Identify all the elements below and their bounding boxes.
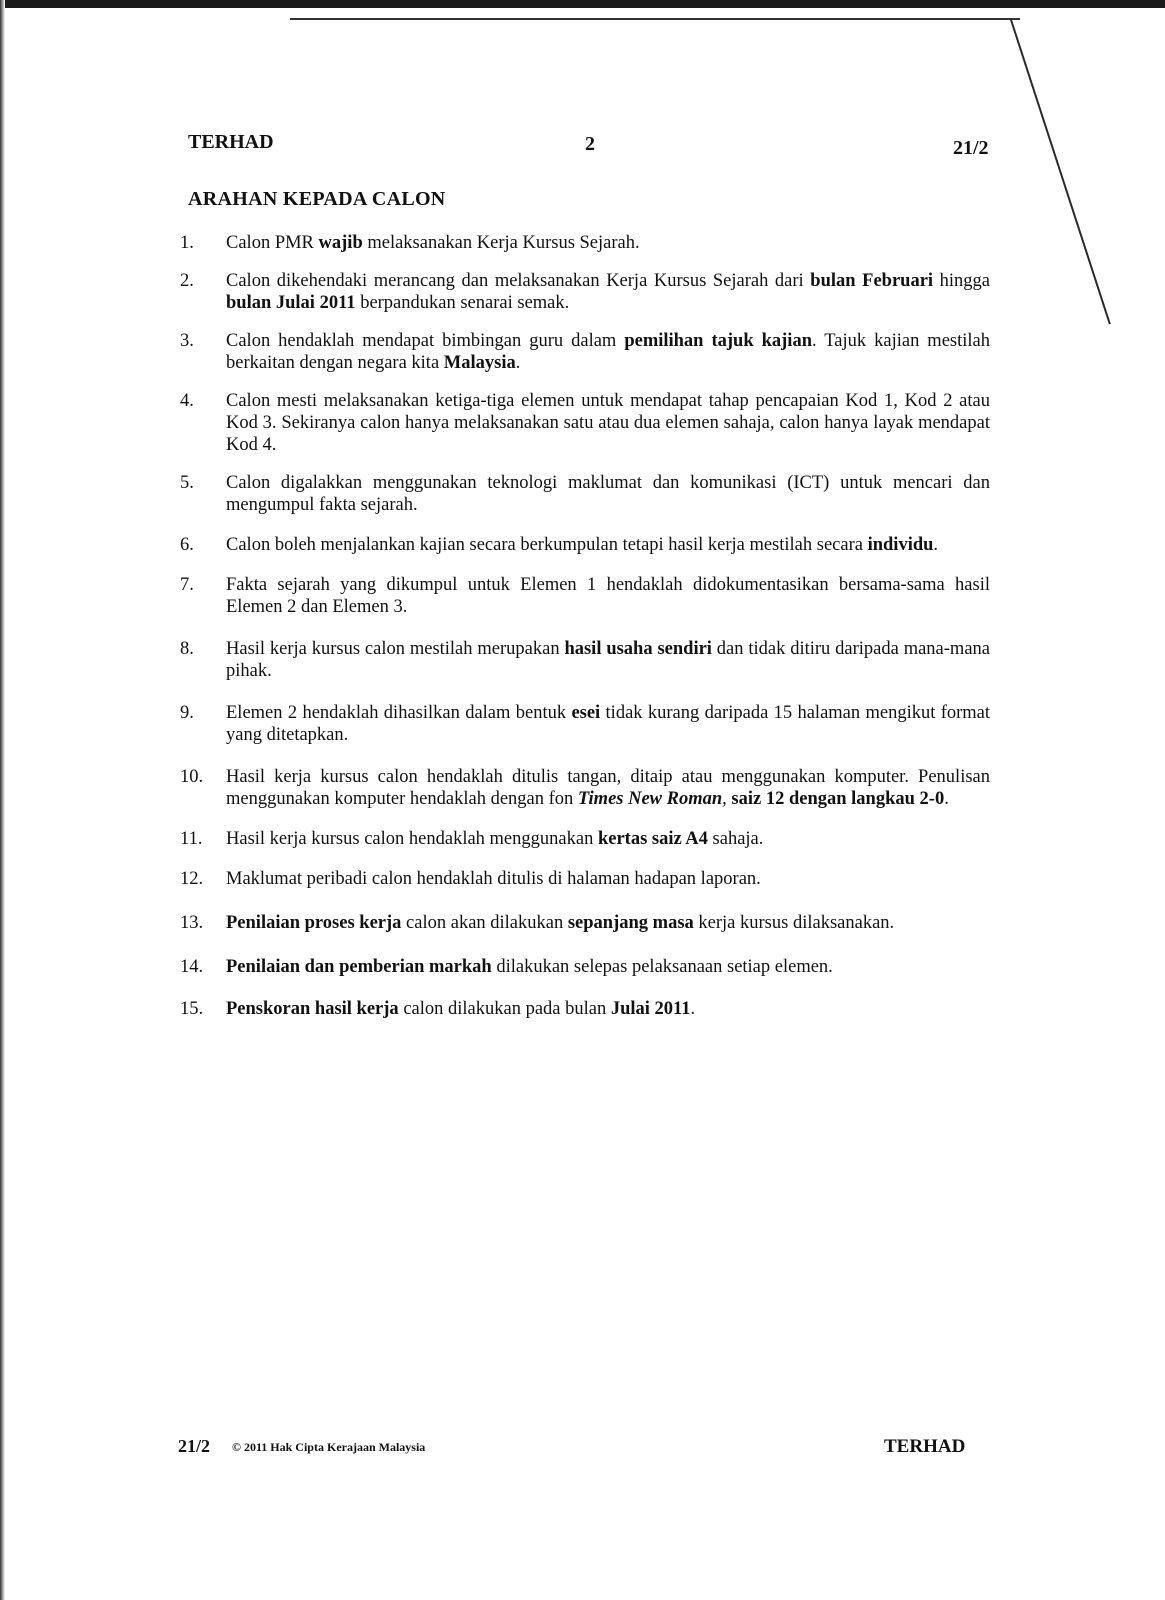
instruction-text bbox=[226, 999, 695, 1019]
text-segment: Calon mesti melaksanakan ketiga-tiga elemen untuk mendapat tahap pencapaian Kod 1, Kod 2 atau Kod 3. Sekiranya calon hanya melaksanakan satu atau dua elemen sahaja, calon hanya layak mendapat Kod 4. bbox=[226, 391, 990, 455]
instruction-text bbox=[226, 535, 938, 555]
footer-copyright: © 2011 Hak Cipta Kerajaan Malaysia bbox=[232, 1440, 426, 1454]
instruction-number: 9. bbox=[180, 703, 194, 723]
instruction-item bbox=[180, 998, 990, 1020]
instruction-text bbox=[226, 233, 640, 253]
footer-paper-code: 21/2 bbox=[178, 1436, 211, 1456]
instruction-text bbox=[226, 957, 833, 977]
emphasis-segment: Penilaian proses kerja bbox=[226, 913, 402, 933]
instruction-item bbox=[180, 534, 990, 556]
header-page-number: 2 bbox=[585, 133, 595, 155]
instruction-item bbox=[180, 956, 990, 978]
instruction-number: 11. bbox=[180, 829, 203, 849]
text-segment: Calon digalakkan menggunakan teknologi maklumat dan komunikasi (ICT) untuk mencari dan mengumpul fakta sejarah. bbox=[226, 473, 990, 515]
text-segment: Maklumat peribadi calon hendaklah ditulis di halaman hadapan laporan. bbox=[226, 869, 761, 889]
text-segment: kerja kursus dilaksanakan. bbox=[693, 913, 895, 933]
header-paper-code: 21/2 bbox=[953, 137, 989, 159]
instruction-item bbox=[180, 390, 990, 456]
text-segment: hingga bbox=[933, 271, 990, 291]
instruction-text bbox=[226, 639, 990, 681]
instruction-item bbox=[180, 828, 990, 850]
text-segment: dilakukan selepas pelaksanaan setiap elemen. bbox=[491, 957, 833, 977]
text-segment: Hasil kerja kursus calon hendaklah ditulis tangan, ditaip atau menggunakan komputer. Penulisan menggunakan komputer hendaklah dengan fon bbox=[226, 767, 990, 809]
emphasis-segment: saiz 12 dengan langkau 2-0 bbox=[731, 789, 945, 809]
instruction-item bbox=[180, 702, 990, 746]
emphasis-segment: Malaysia bbox=[443, 353, 516, 373]
emphasis-segment: esei bbox=[571, 703, 601, 723]
instruction-item bbox=[180, 766, 990, 810]
instruction-text bbox=[226, 703, 990, 745]
instruction-text bbox=[226, 829, 763, 849]
text-segment: . bbox=[933, 535, 939, 555]
instruction-number: 6. bbox=[180, 535, 194, 555]
emphasis-segment: hasil usaha sendiri bbox=[564, 639, 712, 659]
emphasis-segment: Penilaian dan pemberian markah bbox=[226, 957, 492, 977]
text-segment: Calon PMR bbox=[226, 233, 319, 253]
text-segment: tidak kurang daripada 15 halaman mengikut format yang ditetapkan. bbox=[226, 703, 991, 745]
instruction-number: 4. bbox=[180, 391, 194, 411]
instruction-number: 1. bbox=[180, 233, 194, 253]
instruction-number: 15. bbox=[180, 999, 204, 1019]
text-segment: Calon boleh menjalankan kajian secara berkumpulan tetapi hasil kerja mestilah secara bbox=[226, 535, 868, 555]
emphasis-segment: Julai 2011 bbox=[610, 999, 691, 1019]
text-segment: . bbox=[690, 999, 696, 1019]
instruction-number: 13. bbox=[180, 913, 204, 933]
instruction-text bbox=[226, 575, 990, 617]
emphasis-segment: Times New Roman bbox=[577, 789, 723, 809]
instruction-number: 5. bbox=[180, 473, 194, 493]
text-segment: , bbox=[722, 789, 732, 809]
text-segment: calon akan dilakukan bbox=[401, 913, 568, 933]
instruction-number: 7. bbox=[180, 575, 194, 595]
text-segment: . Tajuk kajian mestilah berkaitan dengan negara kita bbox=[226, 331, 990, 373]
text-segment: . bbox=[944, 789, 949, 809]
instruction-number: 8. bbox=[180, 639, 194, 659]
header-classification: TERHAD bbox=[188, 131, 274, 153]
text-segment: dan tidak ditiru daripada mana-mana pihak. bbox=[226, 639, 990, 681]
instruction-item bbox=[180, 638, 990, 682]
instruction-number: 14. bbox=[180, 957, 204, 977]
instruction-text bbox=[226, 913, 894, 933]
instruction-text bbox=[226, 331, 990, 373]
emphasis-segment: wajib bbox=[318, 233, 363, 253]
instruction-text bbox=[226, 869, 761, 889]
text-segment: Calon hendaklah mendapat bimbingan guru dalam bbox=[226, 331, 625, 351]
instruction-text bbox=[226, 473, 990, 515]
text-segment: Fakta sejarah yang dikumpul untuk Elemen 1 hendaklah didokumentasikan bersama-sama hasil Elemen 2 dan Elemen 3. bbox=[226, 575, 990, 617]
emphasis-segment: bulan Julai 2011 bbox=[226, 293, 356, 313]
text-segment: melaksanakan Kerja Kursus Sejarah. bbox=[362, 233, 640, 253]
instruction-item bbox=[180, 472, 990, 516]
instruction-item bbox=[180, 868, 990, 890]
instruction-number: 2. bbox=[180, 271, 194, 291]
instruction-list bbox=[180, 232, 990, 1020]
instruction-item bbox=[180, 574, 990, 618]
footer-classification: TERHAD bbox=[884, 1436, 966, 1457]
page-title: ARAHAN KEPADA CALON bbox=[188, 188, 446, 210]
text-segment: berpandukan senarai semak. bbox=[355, 293, 570, 313]
instruction-number: 10. bbox=[180, 767, 204, 787]
text-segment: Hasil kerja kursus calon hendaklah menggunakan bbox=[226, 829, 598, 849]
instruction-text bbox=[226, 767, 990, 809]
emphasis-segment: Penskoran hasil kerja bbox=[226, 999, 399, 1019]
emphasis-segment: pemilihan tajuk kajian bbox=[624, 331, 812, 351]
text-segment: sahaja. bbox=[707, 829, 764, 849]
emphasis-segment: individu bbox=[867, 535, 934, 555]
instruction-item bbox=[180, 330, 990, 374]
instruction-item bbox=[180, 270, 990, 314]
text-segment: Calon dikehendaki merancang dan melaksanakan Kerja Kursus Sejarah dari bbox=[226, 271, 811, 291]
instruction-number: 12. bbox=[180, 869, 204, 889]
text-segment: Elemen 2 hendaklah dihasilkan dalam bentuk bbox=[226, 703, 572, 723]
text-segment: calon dilakukan pada bulan bbox=[398, 999, 611, 1019]
instruction-text bbox=[226, 271, 990, 313]
instruction-text bbox=[226, 391, 990, 455]
emphasis-segment: sepanjang masa bbox=[567, 913, 694, 933]
emphasis-segment: bulan Februari bbox=[810, 271, 934, 291]
instruction-number: 3. bbox=[180, 331, 194, 351]
instruction-item bbox=[180, 232, 990, 254]
text-segment: . bbox=[515, 353, 521, 373]
instruction-item bbox=[180, 912, 990, 934]
emphasis-segment: kertas saiz A4 bbox=[597, 829, 708, 849]
text-segment: Hasil kerja kursus calon mestilah merupakan bbox=[226, 639, 565, 659]
